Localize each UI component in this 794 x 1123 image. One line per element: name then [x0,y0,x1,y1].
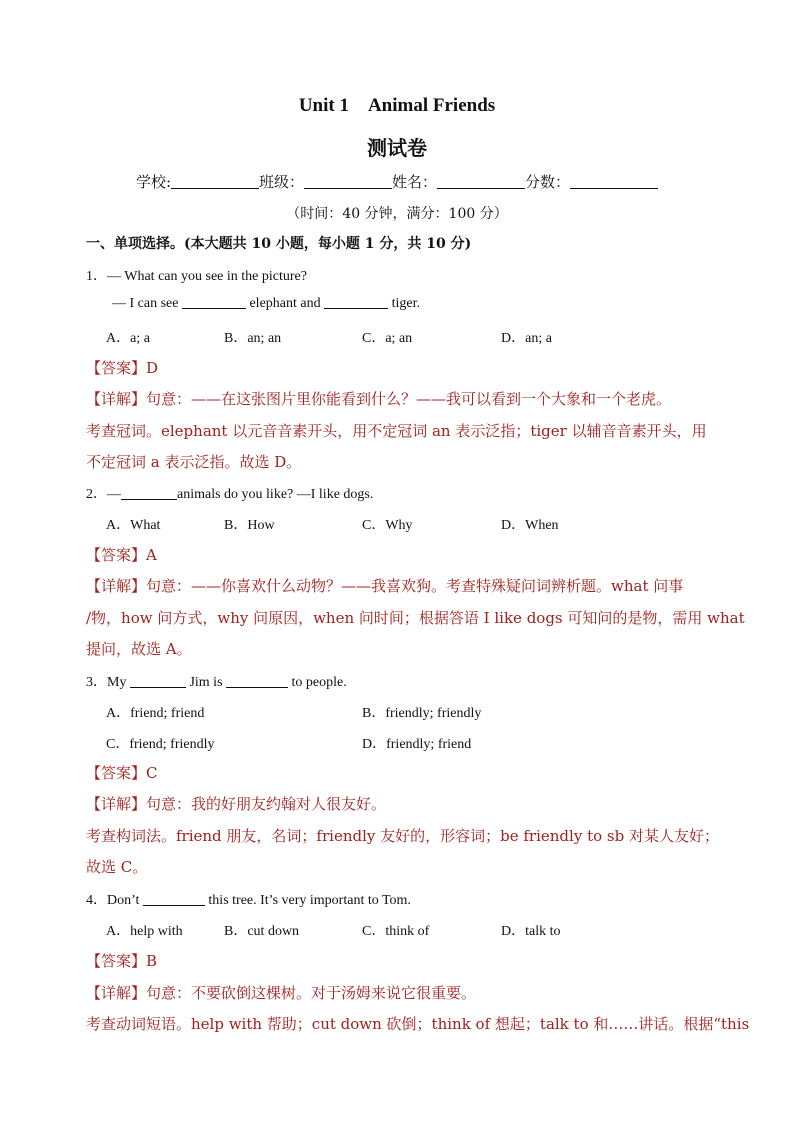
option-2b[interactable]: B．How [224,518,275,533]
option-3b[interactable]: B．friendly; friendly [362,706,482,721]
option-3c[interactable]: C．friend; friendly [106,737,215,752]
explanation-1-line-1: 【详解】句意：——在这张图片里你能看到什么？——我可以看到一个大象和一个老虎。 [86,390,672,408]
name-label: 姓名： [392,173,438,191]
page-title: Unit 1 Animal Friends [298,95,496,116]
blank-4 [143,893,205,906]
option-2c[interactable]: C．Why [362,518,413,533]
explanation-4-line-2: 考查动词短语。help with 帮助；cut down 砍倒；think of 想起；talk to 和……讲话。根据“this [86,1015,750,1033]
score-label: 分数： [525,173,571,191]
explanation-3-line-3: 故选 C。 [86,858,148,876]
option-4d[interactable]: D．talk to [501,924,561,939]
question-1-line-1: 1．— What can you see in the picture? [86,269,307,284]
explanation-1-line-2: 考查冠词。elephant 以元音音素开头，用不定冠词 an 表示泛指；tiger 以辅音音素开头，用 [86,422,707,440]
explanation-3-line-1: 【详解】句意：我的好朋友约翰对人很友好。 [86,795,387,813]
school-blank[interactable] [171,174,259,189]
explanation-4-line-1: 【详解】句意：不要砍倒这棵树。对于汤姆来说它很重要。 [86,984,477,1002]
score-blank[interactable] [570,174,658,189]
question-2: 2．— animals do you like? —I like dogs. [86,487,374,502]
option-4b[interactable]: B．cut down [224,924,300,939]
explanation-1-line-3: 不定冠词 a 表示泛指。故选 D。 [86,453,302,471]
option-4c[interactable]: C．think of [362,924,430,939]
blank-2 [121,487,177,500]
option-1b[interactable]: B．an; an [224,331,282,346]
question-1-line-2: — I can see elephant and tiger. [112,296,420,311]
option-2d[interactable]: D．When [501,518,559,533]
question-3: 3．My Jim is to people. [86,675,347,690]
option-1a[interactable]: A．a; a [106,331,150,346]
student-info-row [0,171,794,192]
page-subtitle: 测试卷 [367,136,427,160]
blank-1a [182,296,246,309]
blank-3a [130,675,186,688]
blank-3b [226,675,288,688]
answer-2: 【答案】A [86,546,157,564]
question-4: 4．Don’t this tree. It’s very important to Tom. [86,893,411,908]
explanation-2-line-1: 【详解】句意：——你喜欢什么动物？——我喜欢狗。考查特殊疑问词辨析题。what 问事 [86,577,684,595]
option-1c[interactable]: C．a; an [362,331,413,346]
answer-4: 【答案】B [86,952,158,970]
blank-1b [324,296,388,309]
time-info: （时间：40 分钟，满分：100 分） [286,206,508,222]
section-heading: 一、单项选择。(本大题共 10 小题，每小题 1 分，共 10 分) [86,236,472,252]
option-1d[interactable]: D．an; a [501,331,552,346]
explanation-2-line-3: 提问，故选 A。 [86,640,192,658]
name-blank[interactable] [437,174,525,189]
option-3d[interactable]: D．friendly; friend [362,737,472,752]
answer-3: 【答案】C [86,764,158,782]
option-3a[interactable]: A．friend; friend [106,706,205,721]
answer-1: 【答案】D [86,359,159,377]
school-label: 学校: [135,173,171,191]
explanation-2-line-2: /物，how 问方式，why 问原因，when 问时间；根据答语 I like dogs 可知问的是物，需用 what [86,609,745,627]
option-2a[interactable]: A．What [106,518,161,533]
class-blank[interactable] [304,174,392,189]
explanation-3-line-2: 考查构词法。friend 朋友，名词；friendly 友好的，形容词；be friendly to sb 对某人友好； [86,827,719,845]
class-label: 班级： [259,173,305,191]
option-4a[interactable]: A．help with [106,924,183,939]
